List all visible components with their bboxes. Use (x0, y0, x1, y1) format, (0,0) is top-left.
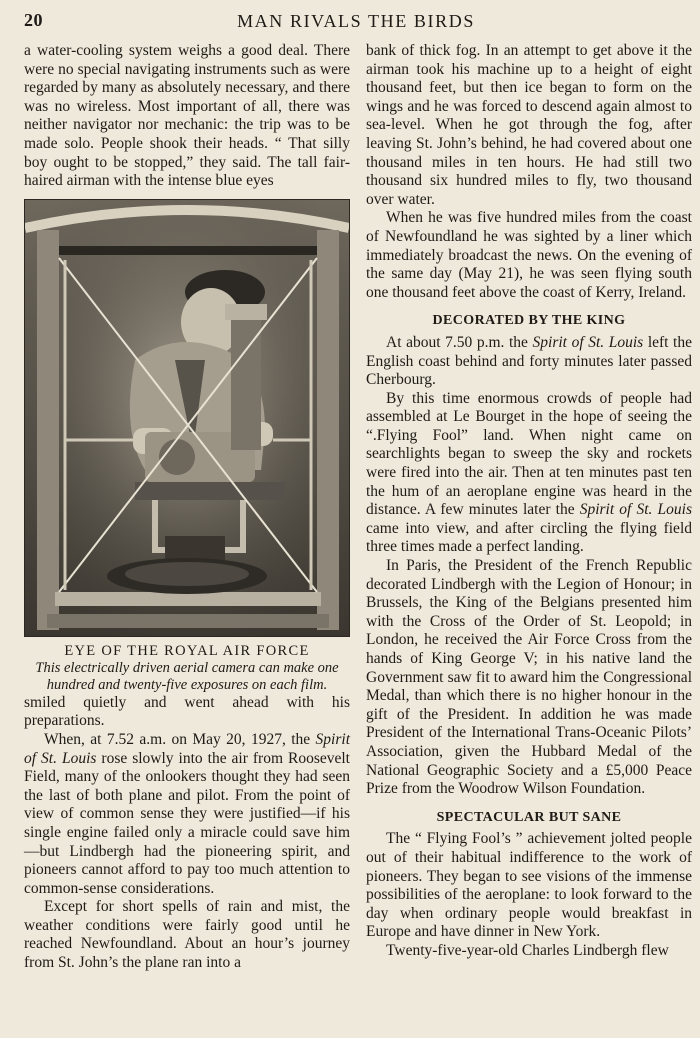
left-paragraph-2: smiled quietly and went ahead with his preparations. (24, 693, 350, 730)
left-paragraph-3 (24, 731, 350, 898)
aerial-camera-photo (24, 199, 350, 637)
figure-caption-title: EYE OF THE ROYAL AIR FORCE (64, 642, 310, 659)
plane-name-italic: Spirit of St. Louis (532, 333, 644, 351)
right-paragraph-4 (366, 390, 692, 557)
right-paragraph-6: The “ Flying Fool’s ” achievement jolted people out of their habitual indifference to the work of pioneers. They began to see visions of the immense possibilities of the aeroplane: to look forward to the day when ordinary people would breakfast in Europe and have dinner in New York. (366, 830, 692, 941)
right-paragraph-1: bank of thick fog. In an attempt to get above it the airman took his machine up to a height of eight thousand feet, but then ice began to form on the wings and he was forced to descend again almost to sea-level. When he got through the fog, after leaving St. John’s behind, he had covered about one thousand miles in ten hours. He had still two thousand six hundred miles to fly, two thousand over water. (366, 42, 692, 208)
right-paragraph-2: When he was five hundred miles from the coast of Newfoundland he was sighted by a liner which immediately broadcast the news. On the evening of the same day (May 21), he was seen flying south one thousand feet above the coast of Kerry, Ireland. (366, 209, 692, 301)
running-title: MAN RIVALS THE BIRDS (237, 11, 475, 31)
text-run: rose slowly into the air from Roosevelt Field, many of the onlookers thought they had seen the last of both plane and pilot. From the point of view of common sense they were justified—if his single engine failed only a miracle could save him—but Lindbergh had the pioneering spirit, and pioneers cannot afford to pay too much attention to common-sense considerations. (24, 749, 350, 897)
right-column (366, 42, 692, 961)
text-run: At about 7.50 p.m. the (386, 333, 533, 351)
left-paragraph-1: a water-cooling system weighs a good deal. There were no special navigating instruments such as were regarded by many as absolutely necessary, and there was no wireless. Most important of all, there was neither navigator nor mechanic: the trip was to be made solo. People shook their heads. “ That silly boy ought to be stopped,” they said. The tall fair-haired airman with the intense blue eyes (24, 42, 350, 190)
text-run: came into view, and after circling the flying field three times made a perfect landing. (366, 519, 692, 556)
section-heading-decorated: DECORATED BY THE KING (432, 313, 626, 329)
plane-name-italic: Spirit of St. Louis (579, 501, 692, 519)
text-run: When, at 7.52 a.m. on May 20, 1927, the (44, 730, 316, 748)
plane-name-italic: Spirit of St. Louis (24, 730, 350, 767)
right-paragraph-5: In Paris, the President of the French Republic decorated Lindbergh with the Legion of Honour; in Brussels, the King of the Belgians presented him with the Cross of the Order of St. Leopold; in London, he received the Air Force Cross from the hands of King George V; in his native land the Government saw fit to award him the Congressional Medal, than which there is no higher honour in the gift of the President. In addition he was made President of the International Trans-Oceanic Pilots’ Association, given the Hubbard Medal of the National Geographic Society and a £5,000 Peace Prize from the Woodrow Wilson Foundation. (366, 557, 692, 798)
figure-caption-text: This electrically driven aerial camera can make one hundred and twenty-five exposures on each film. (35, 659, 339, 693)
text-run: By this time enormous crowds of people had assembled at Le Bourget in the hope of seeing the “.Flying Fool” land. When night came on searchlights began to sweep the sky and rockets were fired into the air. Then at ten minutes past ten the hum of an aeroplane engine was heard in the distance. A few minutes later the (366, 389, 692, 519)
section-heading-spectacular: SPECTACULAR BUT SANE (436, 809, 622, 825)
page-number: 20 (24, 10, 43, 30)
left-paragraph-4: Except for short spells of rain and mist, the weather conditions were fairly good until he reached Newfoundland. About an hour’s journey from St. John’s the plane ran into a (24, 898, 350, 972)
text-run: left the English coast behind and forty minutes later passed Cherbourg. (366, 333, 692, 389)
right-paragraph-7: Twenty-five-year-old Charles Lindbergh flew (386, 941, 669, 959)
left-column (24, 42, 350, 973)
camera-photo-illustration (25, 200, 349, 636)
page-header (24, 10, 688, 36)
right-paragraph-3 (366, 334, 692, 390)
